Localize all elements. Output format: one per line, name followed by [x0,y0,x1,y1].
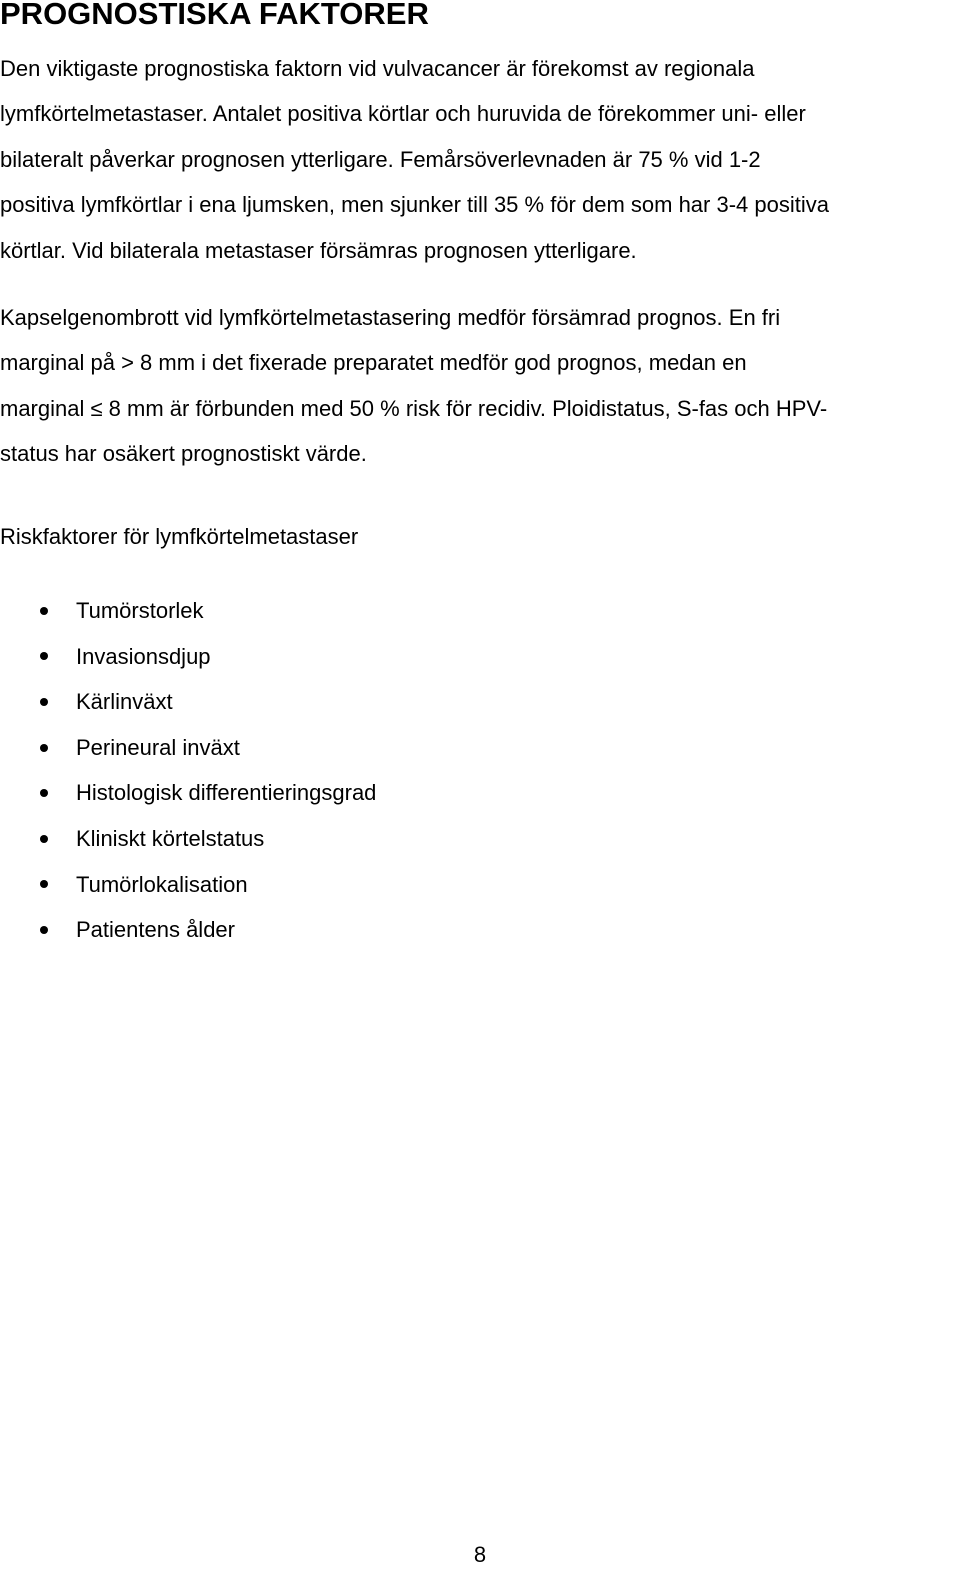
paragraph-line: Den viktigaste prognostiska faktorn vid vulvacancer är förekomst av regionala [0,56,755,81]
paragraph-line: bilateralt påverkar prognosen ytterligare. Femårsöverlevnaden är 75 % vid 1-2 [0,146,761,172]
list-item-label: Invasionsdjup [76,643,211,669]
bullet-icon [40,880,48,888]
section-heading: PROGNOSTISKA FAKTORER [0,0,429,31]
list-item [0,907,376,953]
list-item-label: Perineural inväxt [76,734,240,760]
list-item [0,816,376,862]
paragraph-line: status har osäkert prognostiskt värde. [0,441,367,467]
paragraph-lymph-node-metastases [0,46,960,273]
bullet-icon [40,835,48,843]
list-item [0,770,376,816]
paragraph-line: marginal på > 8 mm i det fixerade preparatet medför god prognos, medan en [0,350,747,376]
paragraph-line: marginal ≤ 8 mm är förbunden med 50 % risk för recidiv. Ploidistatus, S-fas och HPV- [0,395,828,421]
bullet-icon [40,652,48,660]
bullet-icon [40,698,48,706]
list-item-label: Tumörstorlek [76,598,204,623]
risk-factors-heading: Riskfaktorer för lymfkörtelmetastaser [0,524,359,549]
bullet-icon [40,744,48,752]
list-item [0,862,376,908]
list-item [0,634,376,680]
list-item [0,679,376,725]
list-item-label: Kliniskt körtelstatus [76,825,265,851]
list-item-label: Histologisk differentieringsgrad [76,780,377,806]
risk-factor-list [0,588,376,953]
list-item-label: Kärlinväxt [76,689,173,715]
list-item [0,725,376,771]
paragraph-line: positiva lymfkörtlar i ena ljumsken, men sjunker till 35 % för dem som har 3-4 positiva [0,192,829,218]
paragraph-capsular-breach [0,295,960,477]
list-item [0,588,376,634]
bullet-icon [40,789,48,797]
bullet-icon [40,607,48,615]
list-item-label: Patientens ålder [76,917,235,943]
paragraph-line: Kapselgenombrott vid lymfkörtelmetastasering medför försämrad prognos. En fri [0,305,781,330]
paragraph-line: lymfkörtelmetastaser. Antalet positiva körtlar och huruvida de förekommer uni- eller [0,101,806,127]
page-number: 8 [473,1542,487,1567]
list-item-label: Tumörlokalisation [76,871,248,897]
paragraph-line: körtlar. Vid bilaterala metastaser försämras prognosen ytterligare. [0,237,637,263]
bullet-icon [40,926,48,934]
